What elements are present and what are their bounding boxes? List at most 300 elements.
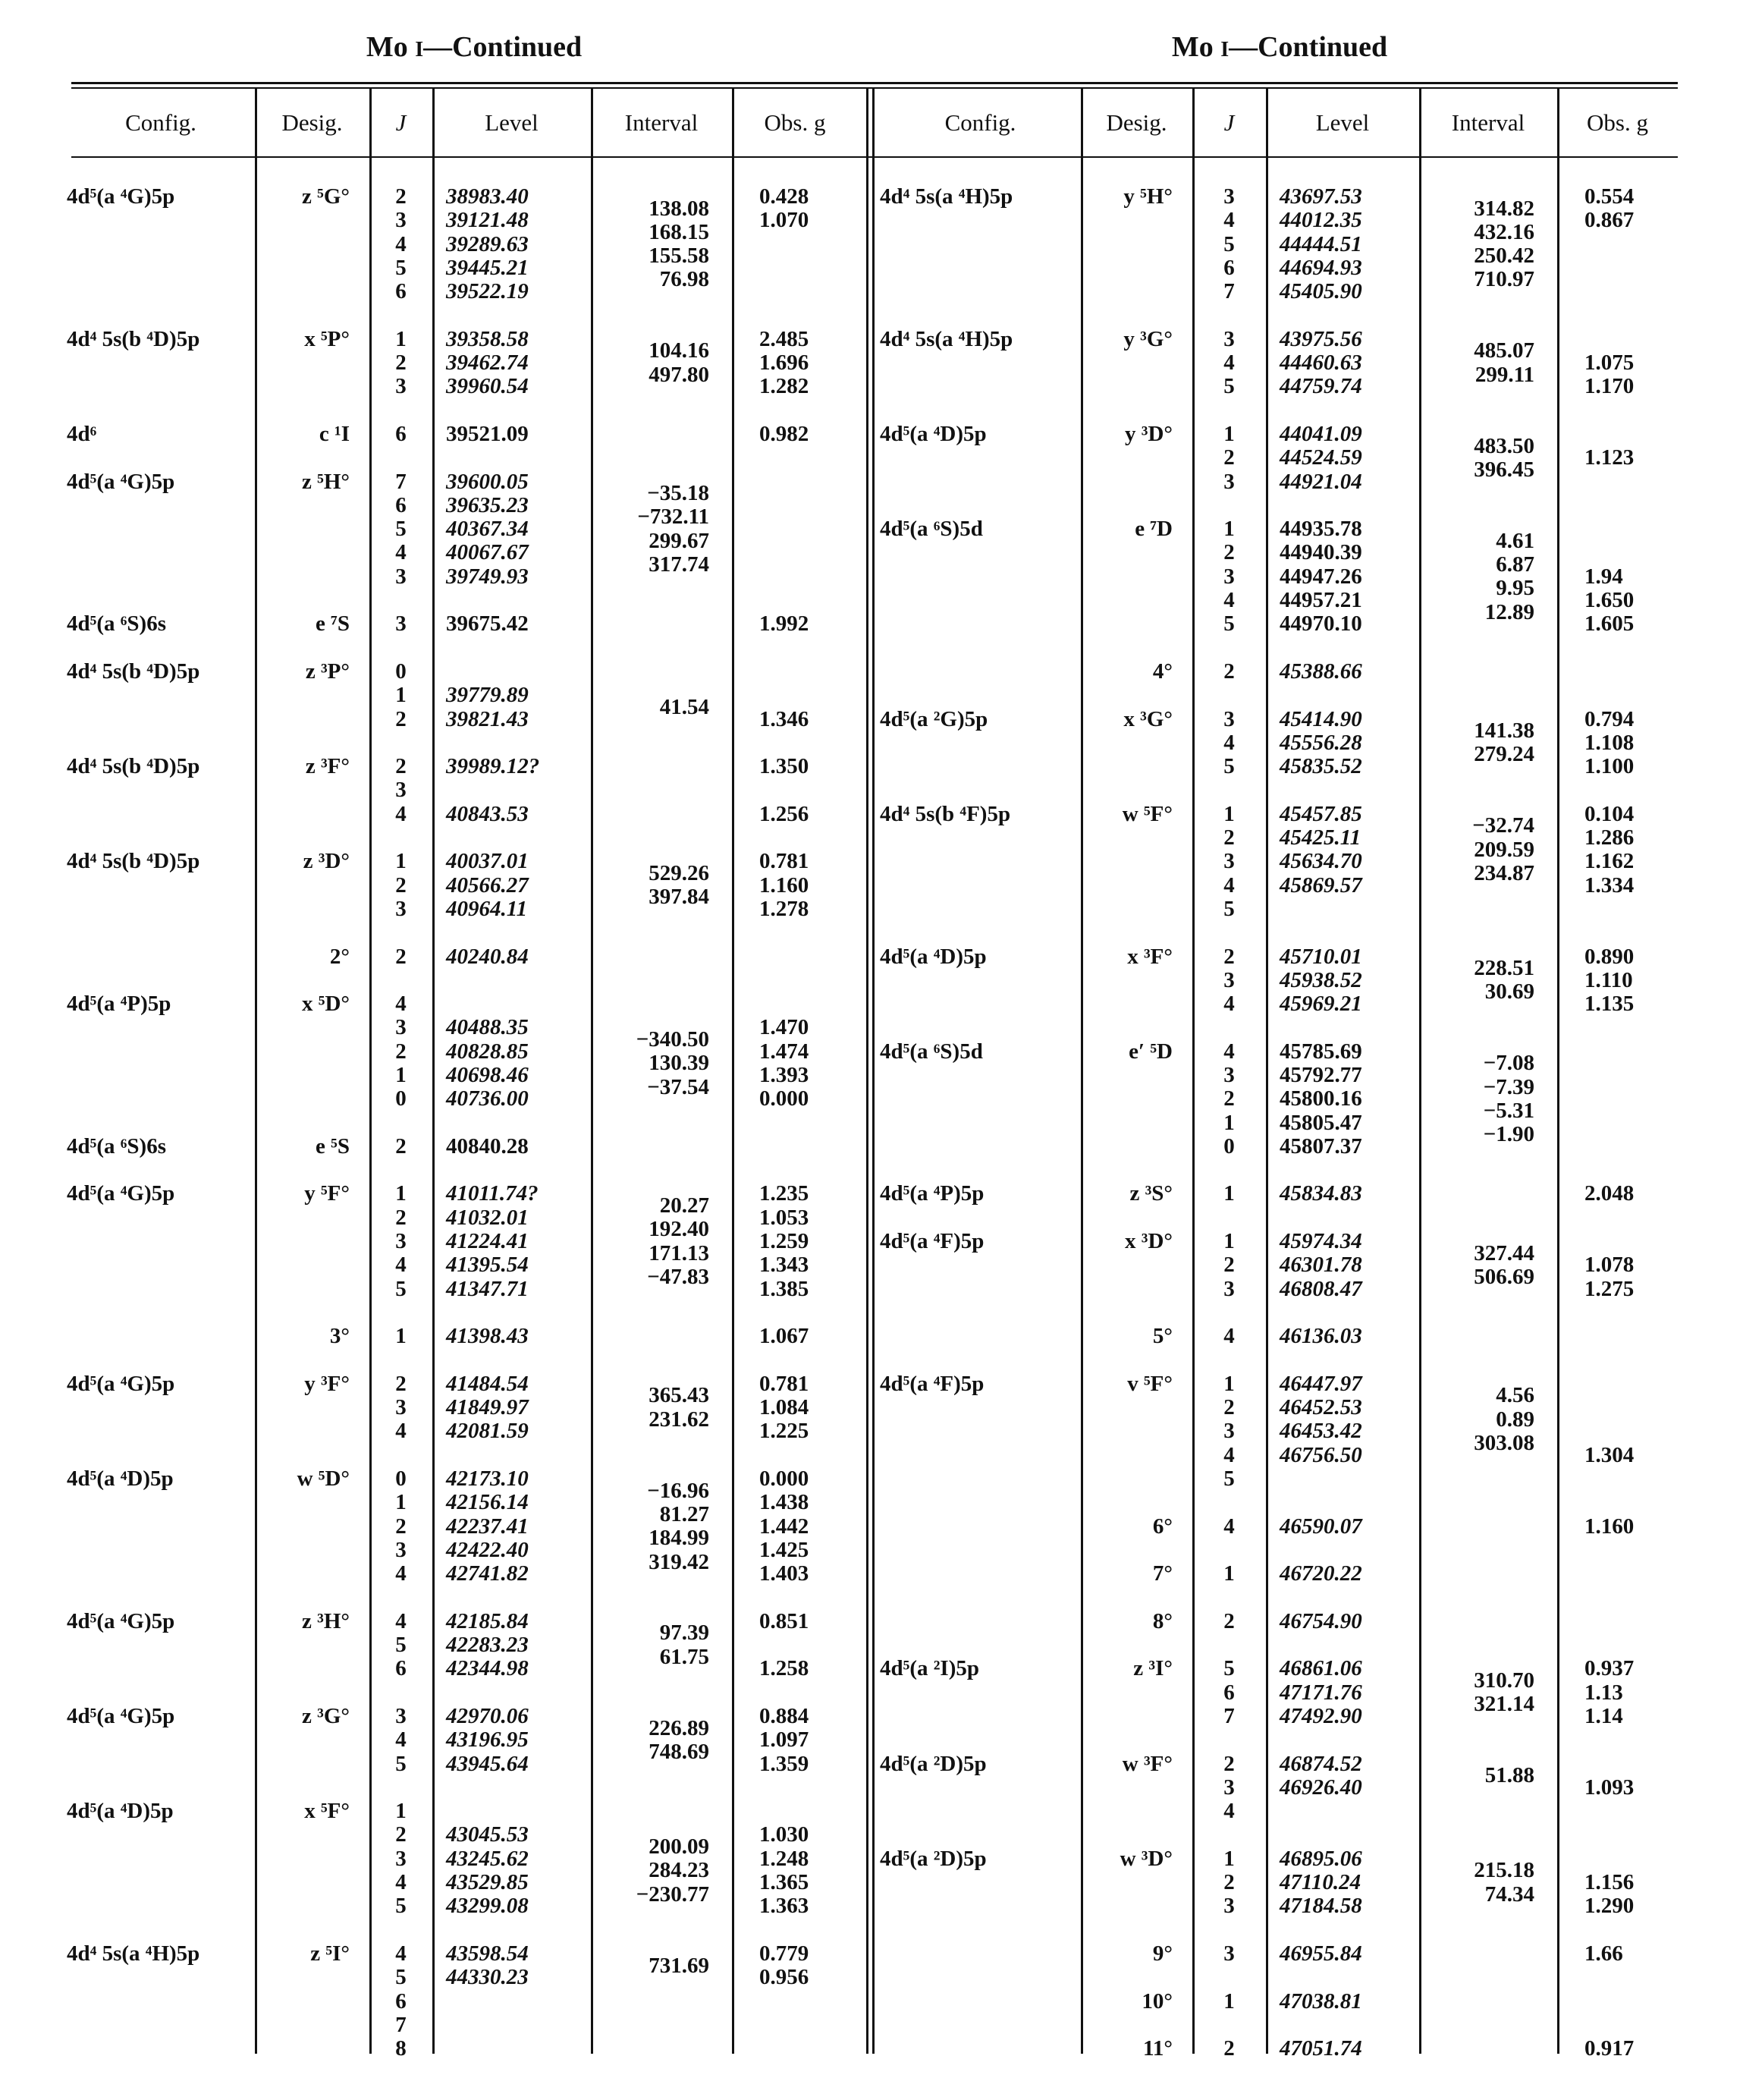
config-cell — [880, 1230, 1081, 1301]
j-value: 1 — [395, 1799, 407, 1824]
designation-cell — [255, 1942, 369, 2061]
obs-g-cell — [1557, 1990, 1678, 2014]
config-cell — [880, 1182, 1081, 1206]
config-cell — [880, 1753, 1081, 1824]
designation-cell — [1081, 1182, 1192, 1206]
interval-value: 171.13 — [649, 1240, 709, 1265]
interval-value: 310.70 — [1474, 1668, 1534, 1693]
j-value: 3 — [395, 208, 407, 233]
j-value: 4 — [1223, 208, 1235, 233]
obs-g-value: 1.346 — [759, 706, 809, 731]
level-value: 46874.52 — [1280, 1751, 1362, 1776]
level-value: 39121.48 — [446, 208, 529, 233]
designation-cell — [1081, 1657, 1192, 1728]
designation-text: x ³G° — [1123, 706, 1173, 731]
config-cell — [67, 1942, 255, 2061]
level-value: 44957.21 — [1280, 588, 1362, 613]
config-text: 4d⁵(a ⁴F)5p — [880, 1229, 985, 1254]
interval-value: 104.16 — [649, 338, 709, 363]
column-divider — [1419, 89, 1421, 2054]
interval-value — [591, 1812, 709, 1835]
designation-text: x ³F° — [1127, 944, 1173, 969]
level-value: 44694.93 — [1280, 255, 1362, 280]
interval-cell — [1419, 945, 1557, 1017]
interval-value: 279.24 — [1474, 742, 1534, 767]
header-interval: Interval — [1451, 109, 1525, 136]
interval-value: 365.43 — [649, 1383, 709, 1408]
config-text: 4d⁵(a ²G)5p — [880, 706, 988, 731]
interval-value: 485.07 — [1474, 338, 1534, 363]
obs-g-value: 1.248 — [759, 1846, 809, 1871]
interval-cell — [591, 185, 732, 303]
j-value: 1 — [395, 326, 407, 351]
level-value: 46955.84 — [1280, 1941, 1362, 1966]
obs-g-value: 1.363 — [759, 1894, 809, 1919]
designation-text: x ³D° — [1125, 1229, 1173, 1254]
config-text: 4d⁵(a ²I)5p — [880, 1656, 979, 1681]
j-value: 3 — [395, 1395, 407, 1420]
obs-g-value: 0.428 — [759, 184, 809, 209]
level-value: 45938.52 — [1280, 967, 1362, 992]
level-value: 44444.51 — [1280, 231, 1362, 256]
level-value: 45405.90 — [1280, 279, 1362, 304]
j-value: 1 — [1223, 1229, 1235, 1254]
obs-g-value — [759, 280, 858, 303]
obs-g-value: 1.992 — [759, 611, 809, 637]
obs-g-cell — [1557, 1657, 1678, 1728]
designation-text: x ⁵P° — [304, 326, 350, 351]
interval-value: 234.87 — [1474, 860, 1534, 885]
j-value: 4 — [395, 801, 407, 826]
obs-g-value: 1.084 — [759, 1395, 809, 1420]
interval-value: 4.61 — [1496, 528, 1534, 553]
j-value: 4 — [395, 992, 407, 1017]
obs-g-cell — [1557, 1942, 1678, 1966]
obs-g-value: 1.290 — [1584, 1894, 1635, 1919]
config-text: 4d⁵(a ⁴D)5p — [880, 421, 987, 446]
level-value: 46720.22 — [1280, 1561, 1362, 1586]
term-group — [67, 328, 858, 399]
config-cell — [67, 1182, 255, 1300]
level-cell — [432, 612, 591, 636]
obs-g-value: 1.393 — [759, 1062, 809, 1087]
obs-g-value — [1584, 1230, 1678, 1253]
j-value: 2 — [395, 1514, 407, 1539]
obs-g-value — [1584, 1562, 1678, 1586]
level-value: 42344.98 — [446, 1656, 529, 1681]
column-divider — [1557, 89, 1559, 2054]
config-cell — [67, 1135, 255, 1158]
interval-value: 506.69 — [1474, 1264, 1534, 1289]
level-value — [446, 660, 591, 684]
level-cell — [432, 660, 591, 731]
designation-cell — [255, 423, 369, 446]
interval-cell — [1419, 328, 1557, 399]
designation-cell — [1081, 328, 1192, 399]
obs-g-value — [1584, 233, 1678, 256]
obs-g-value: 0.937 — [1584, 1656, 1635, 1681]
j-value: 2 — [1223, 1751, 1235, 1776]
j-value: 1 — [395, 1181, 407, 1206]
level-cell — [432, 1325, 591, 1348]
obs-g-cell — [732, 992, 858, 1111]
j-value: 4 — [395, 540, 407, 565]
interval-cell — [1419, 803, 1557, 921]
j-value: 1 — [395, 1062, 407, 1087]
level-cell — [1266, 1372, 1419, 1491]
j-value: 5 — [1223, 374, 1235, 399]
config-text: 4d⁴ 5s(b ⁴D)5p — [67, 326, 200, 351]
j-value: 3 — [395, 1846, 407, 1871]
level-value: 40964.11 — [446, 896, 528, 921]
title-right-rest: —Continued — [1229, 31, 1388, 63]
config-text: 4d⁵(a ⁴G)5p — [67, 469, 175, 494]
level-cell — [432, 850, 591, 921]
level-value: 41398.43 — [446, 1324, 529, 1349]
interval-value: −732.11 — [637, 505, 709, 530]
level-value: 45800.16 — [1280, 1086, 1362, 1111]
interval-value: 397.84 — [649, 885, 709, 910]
j-value: 2 — [395, 754, 407, 779]
obs-g-cell — [1557, 660, 1678, 684]
config-text: 4d⁴ 5s(b ⁴D)5p — [67, 754, 200, 779]
obs-g-value: 1.282 — [759, 374, 809, 399]
j-cell — [1192, 1372, 1266, 1491]
interval-cell — [591, 1135, 732, 1158]
interval-value: 321.14 — [1474, 1692, 1534, 1717]
interval-cell — [591, 1800, 732, 1918]
level-value: 40566.27 — [446, 872, 529, 898]
interval-cell — [591, 612, 732, 636]
interval-cell — [1419, 2037, 1557, 2061]
level-cell — [1266, 1847, 1419, 1919]
term-group — [67, 423, 858, 446]
config-text: 4d⁵(a ⁴D)5p — [67, 1467, 174, 1492]
obs-g-value: 1.94 — [1584, 564, 1623, 589]
level-cell — [432, 1942, 591, 2061]
interval-value: 192.40 — [649, 1217, 709, 1242]
interval-cell — [591, 992, 732, 1111]
term-group — [67, 1610, 858, 1681]
config-cell — [67, 992, 255, 1111]
interval-value — [591, 1004, 709, 1028]
obs-g-value: 0.781 — [759, 849, 809, 874]
config-cell — [67, 1372, 255, 1444]
obs-g-value: 1.156 — [1584, 1870, 1635, 1895]
term-group — [67, 1942, 858, 2061]
interval-value: 529.26 — [649, 860, 709, 885]
j-value: 1 — [395, 1490, 407, 1515]
level-value: 45556.28 — [1280, 730, 1362, 755]
level-cell — [1266, 2037, 1419, 2061]
config-text: 4d⁵(a ⁴P)5p — [880, 1181, 985, 1206]
level-value: 41484.54 — [446, 1371, 529, 1396]
obs-g-value: 1.359 — [759, 1751, 809, 1776]
j-value: 4 — [1223, 1324, 1235, 1349]
column-divider — [255, 89, 257, 2054]
level-value: 45388.66 — [1280, 659, 1362, 684]
designation-text: 9° — [1152, 1941, 1173, 1966]
j-value: 4 — [395, 1870, 407, 1895]
level-value: 43598.54 — [446, 1941, 529, 1966]
level-value: 46453.42 — [1280, 1419, 1362, 1444]
obs-g-value: 1.605 — [1584, 611, 1635, 637]
j-value: 0 — [395, 1086, 407, 1111]
interval-value: −340.50 — [636, 1026, 709, 1052]
designation-cell — [1081, 1847, 1192, 1919]
j-value: 5 — [1223, 896, 1235, 921]
interval-value: −230.77 — [636, 1882, 709, 1907]
level-value: 43196.95 — [446, 1727, 529, 1753]
level-cell — [1266, 1657, 1419, 1728]
j-cell — [1192, 328, 1266, 399]
obs-g-cell — [732, 423, 858, 446]
interval-cell — [591, 755, 732, 826]
interval-value: 226.89 — [649, 1715, 709, 1740]
j-value: 1 — [395, 849, 407, 874]
obs-g-cell — [732, 612, 858, 636]
config-cell — [880, 803, 1081, 921]
obs-g-value: 1.275 — [1584, 1276, 1635, 1301]
interval-value: 81.27 — [659, 1501, 709, 1526]
designation-text: z ³D° — [303, 849, 350, 874]
j-value: 7 — [395, 2012, 407, 2037]
level-value: 46452.53 — [1280, 1395, 1362, 1420]
j-cell — [1192, 945, 1266, 1017]
obs-g-value — [759, 2037, 858, 2061]
level-cell — [1266, 423, 1419, 494]
j-value: 4 — [395, 1727, 407, 1753]
term-group — [67, 1467, 858, 1586]
designation-text: z ³I° — [1133, 1656, 1173, 1681]
interval-value: 168.15 — [649, 219, 709, 244]
header-g: Obs. g — [1587, 109, 1648, 136]
obs-g-value — [1584, 1372, 1678, 1396]
designation-cell — [1081, 2037, 1192, 2061]
level-cell — [1266, 1040, 1419, 1158]
obs-g-value: 0.884 — [759, 1704, 809, 1728]
level-value: 45414.90 — [1280, 706, 1362, 731]
designation-cell — [1081, 1230, 1192, 1301]
j-value: 4 — [395, 1561, 407, 1586]
interval-value: 497.80 — [649, 362, 709, 387]
obs-g-value: 1.067 — [759, 1324, 809, 1349]
j-cell — [1192, 1610, 1266, 1633]
obs-g-value: 0.867 — [1584, 208, 1635, 233]
header-desig: Desig. — [281, 109, 343, 136]
level-cell — [1266, 1753, 1419, 1824]
column-divider — [1081, 89, 1083, 2054]
interval-cell — [1419, 1990, 1557, 2014]
j-value: 3 — [1223, 1775, 1235, 1800]
level-value — [446, 1990, 591, 2014]
designation-cell — [255, 1705, 369, 1776]
j-value: 2 — [395, 1822, 407, 1847]
obs-g-cell — [1557, 423, 1678, 494]
obs-g-value — [1584, 1111, 1678, 1135]
obs-g-value: 1.13 — [1584, 1680, 1623, 1705]
j-cell — [369, 1942, 432, 2061]
level-value: 44935.78 — [1280, 517, 1362, 542]
obs-g-value: 1.259 — [759, 1229, 809, 1254]
interval-cell — [591, 945, 732, 969]
obs-g-cell — [732, 660, 858, 731]
j-value: 3 — [395, 564, 407, 589]
level-value: 42741.82 — [446, 1561, 529, 1586]
interval-value: 138.08 — [649, 196, 709, 221]
obs-g-value: 1.66 — [1584, 1941, 1623, 1966]
interval-value: 97.39 — [659, 1621, 709, 1646]
level-value: 46861.06 — [1280, 1656, 1362, 1681]
j-value: 1 — [1223, 1181, 1235, 1206]
level-value: 44759.74 — [1280, 374, 1362, 399]
j-cell — [369, 612, 432, 636]
level-value: 43299.08 — [446, 1894, 529, 1919]
obs-g-value — [1584, 1990, 1678, 2014]
level-cell — [432, 328, 591, 399]
level-value: 42156.14 — [446, 1490, 529, 1515]
j-cell — [369, 185, 432, 303]
obs-g-value — [1584, 1419, 1678, 1443]
level-value: 40037.01 — [446, 849, 529, 874]
obs-g-value — [1584, 1396, 1678, 1419]
j-value: 4 — [1223, 1514, 1235, 1539]
obs-g-value: 1.053 — [759, 1205, 809, 1230]
interval-value — [591, 767, 709, 791]
designation-text: w ⁵D° — [297, 1467, 350, 1492]
obs-g-value — [759, 256, 858, 280]
obs-g-value: 1.135 — [1584, 992, 1635, 1017]
designation-cell — [255, 850, 369, 921]
level-cell — [432, 992, 591, 1111]
j-value: 4 — [1223, 992, 1235, 1017]
level-value — [1280, 1800, 1419, 1823]
j-value: 4 — [395, 1608, 407, 1633]
designation-text: v ⁵F° — [1127, 1371, 1173, 1396]
interval-value: 483.50 — [1474, 433, 1534, 458]
j-cell — [369, 328, 432, 399]
designation-text: z ⁵H° — [302, 469, 350, 494]
level-value: 46136.03 — [1280, 1324, 1362, 1349]
level-cell — [1266, 1942, 1419, 1966]
obs-g-value — [759, 684, 858, 707]
interval-value: 432.16 — [1474, 219, 1534, 244]
center-double-divider — [872, 89, 875, 2054]
designation-text: 4° — [1152, 659, 1173, 684]
obs-g-cell — [732, 1610, 858, 1681]
designation-text: 5° — [1152, 1324, 1173, 1349]
designation-text: y ⁵F° — [304, 1181, 350, 1206]
level-value: 45835.52 — [1280, 754, 1362, 779]
header-interval: Interval — [624, 109, 699, 136]
level-value: 42283.23 — [446, 1633, 529, 1658]
obs-g-value — [759, 1990, 858, 2014]
interval-value: 61.75 — [659, 1644, 709, 1669]
j-value: 3 — [395, 1015, 407, 1040]
j-value: 2 — [1223, 2036, 1235, 2061]
obs-g-value: 1.097 — [759, 1727, 809, 1753]
obs-g-value — [759, 470, 858, 494]
config-cell — [67, 612, 255, 636]
level-value — [446, 992, 591, 1016]
level-value: 39989.12? — [446, 754, 540, 779]
obs-g-cell — [1557, 1325, 1678, 1348]
header-j: J — [1223, 109, 1235, 136]
designation-text: e ⁷D — [1135, 517, 1173, 542]
term-group — [67, 1705, 858, 1776]
obs-g-cell — [1557, 1847, 1678, 1919]
interval-cell — [1419, 1657, 1557, 1728]
interval-value: −37.54 — [647, 1074, 709, 1099]
designation-text: y ³G° — [1123, 326, 1173, 351]
interval-cell — [591, 660, 732, 731]
obs-g-value — [1584, 1040, 1678, 1064]
designation-cell — [1081, 1942, 1192, 1966]
interval-value: 0.89 — [1496, 1407, 1534, 1432]
designation-text: e′ ⁵D — [1129, 1039, 1173, 1064]
interval-cell — [591, 1705, 732, 1776]
level-value: 47171.76 — [1280, 1680, 1362, 1705]
designation-cell — [255, 992, 369, 1111]
interval-value: −47.83 — [647, 1264, 709, 1289]
table-body — [67, 185, 858, 2085]
level-value: 44041.09 — [1280, 421, 1362, 446]
obs-g-value: 1.170 — [1584, 374, 1635, 399]
obs-g-value: 0.000 — [759, 1086, 809, 1111]
config-cell — [880, 660, 1081, 684]
obs-g-value — [1584, 1800, 1678, 1823]
level-cell — [1266, 1182, 1419, 1206]
level-value: 44940.39 — [1280, 540, 1362, 565]
obs-g-value: 1.162 — [1584, 849, 1635, 874]
designation-cell — [255, 185, 369, 303]
obs-g-value: 1.075 — [1584, 351, 1635, 376]
interval-cell — [1419, 1372, 1557, 1491]
config-text: 4d⁵(a ⁶S)6s — [67, 611, 166, 637]
level-value: 44330.23 — [446, 1965, 529, 1990]
j-value: 1 — [1223, 1110, 1235, 1135]
interval-cell — [1419, 660, 1557, 684]
config-text: 4d⁴ 5s(a ⁴H)5p — [67, 1941, 200, 1966]
interval-value: 130.39 — [649, 1051, 709, 1076]
j-value: 5 — [395, 517, 407, 542]
level-value: 46756.50 — [1280, 1442, 1362, 1467]
level-value: 45425.11 — [1280, 825, 1361, 850]
j-value: 4 — [1223, 1442, 1235, 1467]
level-value: 42237.41 — [446, 1514, 529, 1539]
obs-g-cell — [1557, 1372, 1678, 1491]
j-value: 7 — [1223, 279, 1235, 304]
designation-text: 10° — [1142, 1988, 1173, 2014]
j-cell — [369, 850, 432, 921]
level-cell — [432, 1705, 591, 1776]
obs-g-value: 1.123 — [1584, 445, 1635, 470]
level-value — [446, 1800, 591, 1823]
interval-cell — [591, 328, 732, 399]
config-text: 4d⁴ 5s(a ⁴H)5p — [880, 184, 1013, 209]
designation-text: 7° — [1152, 1561, 1173, 1586]
title-right-main: Mo — [1171, 31, 1221, 63]
level-value: 42185.84 — [446, 1608, 529, 1633]
interval-value: −16.96 — [647, 1478, 709, 1503]
j-value: 4 — [395, 1941, 407, 1966]
level-value: 45785.69 — [1280, 1039, 1362, 1064]
j-value: 0 — [395, 659, 407, 684]
level-cell — [1266, 660, 1419, 684]
j-value: 2 — [1223, 1086, 1235, 1111]
designation-cell — [1081, 945, 1192, 1017]
interval-value: 215.18 — [1474, 1858, 1534, 1883]
